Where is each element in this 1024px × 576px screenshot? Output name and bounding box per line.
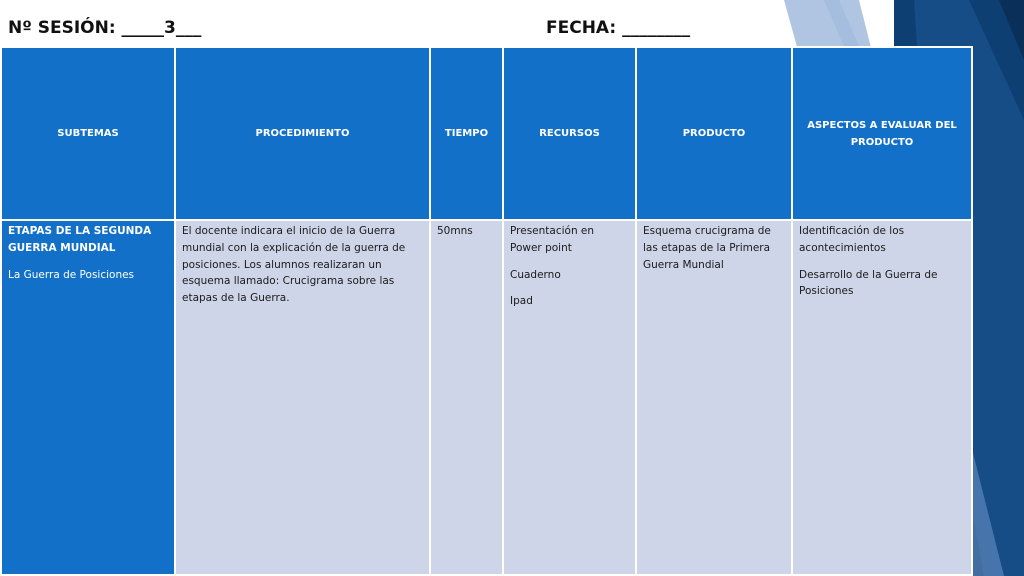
lesson-plan-table	[0, 46, 973, 576]
header-aspectos: ASPECTOS A EVALUAR DEL PRODUCTO	[792, 47, 972, 220]
aspecto-item: Desarrollo de la Guerra de Posiciones	[799, 268, 938, 298]
tiempo-text: 50mns	[437, 225, 473, 237]
cell-recursos	[503, 220, 636, 575]
cell-aspectos	[792, 220, 972, 575]
header-producto: PRODUCTO	[636, 47, 792, 220]
cell-procedimiento	[175, 220, 430, 575]
recurso-item: Ipad	[510, 295, 533, 308]
producto-text: Esquema crucigrama de las etapas de la Primera Guerra Mundial	[643, 225, 771, 271]
header-subtemas: SUBTEMAS	[1, 47, 175, 220]
header-procedimiento: PROCEDIMIENTO	[175, 47, 430, 220]
cell-tiempo	[430, 220, 503, 575]
cell-producto	[636, 220, 792, 575]
table-row	[1, 220, 972, 575]
header-tiempo: TIEMPO	[430, 47, 503, 220]
header-recursos: RECURSOS	[503, 47, 636, 220]
table-header-row	[1, 47, 972, 220]
subtema-title: ETAPAS DE LA SEGUNDA GUERRA MUNDIAL	[8, 225, 152, 254]
subtema-subtitle: La Guerra de Posiciones	[8, 268, 135, 281]
recurso-item: Presentación en Power point	[510, 225, 595, 254]
procedimiento-text: El docente indicara el inicio de la Guerra mundial con la explicación de la guerra de posiciones. Los alumnos realizaran un esquema llamado: Crucigrama sobre las etapas de la Guerra.	[182, 225, 406, 305]
aspecto-item: Identificación de los acontecimientos	[799, 225, 905, 254]
recurso-item: Cuaderno	[510, 268, 561, 281]
date-title: FECHA: ________	[546, 18, 691, 38]
session-number-title: Nº SESIÓN: _____3___	[8, 18, 202, 38]
cell-subtemas	[1, 220, 175, 575]
